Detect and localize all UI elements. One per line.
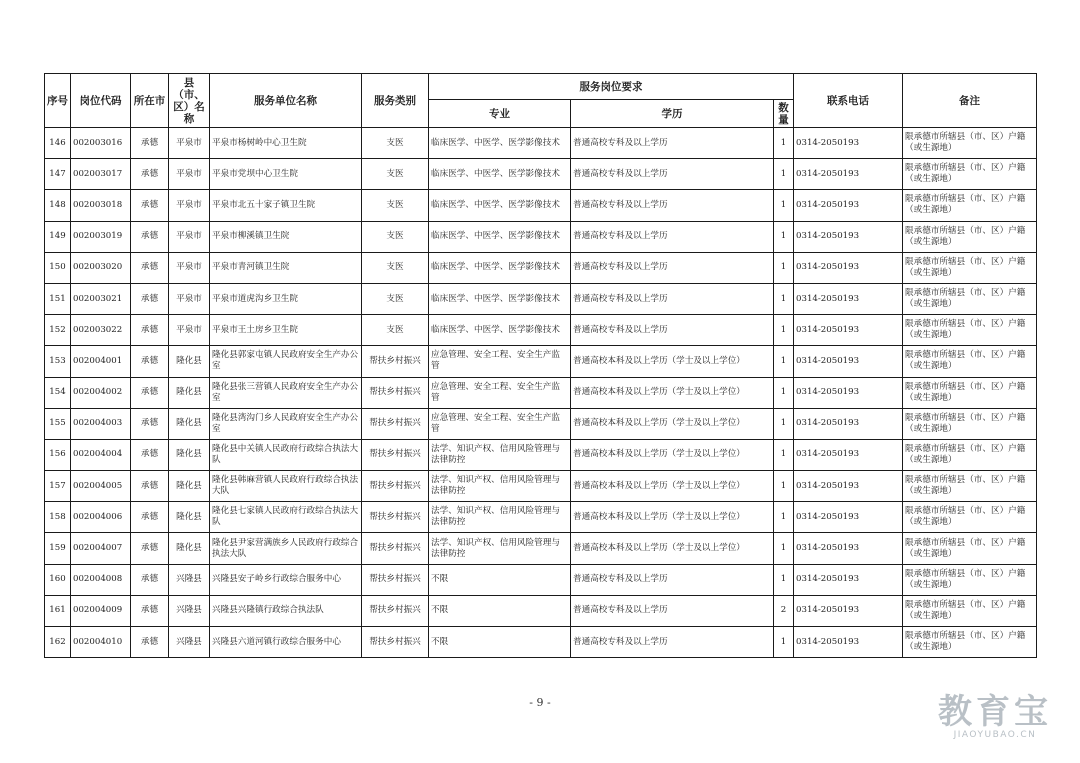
cell-major: 应急管理、安全工程、安全生产监管 [429,346,571,377]
cell-quantity: 1 [774,439,794,470]
cell-county: 平泉市 [169,252,210,283]
cell-quantity: 1 [774,377,794,408]
cell-quantity: 1 [774,159,794,190]
cell-unit: 平泉市道虎沟乡卫生院 [210,283,362,314]
cell-code: 002003019 [71,221,131,252]
cell-quantity: 1 [774,221,794,252]
cell-city: 承德 [131,595,169,626]
cell-remark: 限承德市所辖县（市、区）户籍（或生源地） [903,595,1037,626]
watermark-logo [938,694,1052,740]
cell-unit: 隆化县郭家屯镇人民政府安全生产办公室 [210,346,362,377]
cell-unit: 平泉市柳溪镇卫生院 [210,221,362,252]
header-education: 学历 [571,100,774,128]
cell-phone: 0314-2050193 [794,533,903,564]
cell-county: 平泉市 [169,283,210,314]
cell-education: 普通高校本科及以上学历（学士及以上学位） [571,439,774,470]
cell-seq: 147 [45,159,71,190]
cell-code: 002004003 [71,408,131,439]
table-row [45,190,1037,221]
cell-city: 承德 [131,346,169,377]
cell-seq: 159 [45,533,71,564]
cell-phone: 0314-2050193 [794,159,903,190]
cell-category: 帮扶乡村振兴 [362,377,429,408]
cell-education: 普通高校本科及以上学历（学士及以上学位） [571,502,774,533]
cell-city: 承德 [131,564,169,595]
cell-major: 应急管理、安全工程、安全生产监管 [429,408,571,439]
cell-city: 承德 [131,283,169,314]
table-row [45,564,1037,595]
cell-city: 承德 [131,377,169,408]
cell-unit: 兴隆县兴隆镇行政综合执法队 [210,595,362,626]
cell-category: 支医 [362,221,429,252]
cell-phone: 0314-2050193 [794,408,903,439]
cell-city: 承德 [131,533,169,564]
cell-county: 隆化县 [169,533,210,564]
header-unit: 服务单位名称 [210,74,362,128]
cell-education: 普通高校专科及以上学历 [571,315,774,346]
cell-county: 隆化县 [169,408,210,439]
cell-unit: 平泉市北五十家子镇卫生院 [210,190,362,221]
cell-code: 002003020 [71,252,131,283]
cell-education: 普通高校专科及以上学历 [571,221,774,252]
cell-phone: 0314-2050193 [794,377,903,408]
cell-unit: 兴隆县安子岭乡行政综合服务中心 [210,564,362,595]
cell-county: 隆化县 [169,471,210,502]
cell-remark: 限承德市所辖县（市、区）户籍（或生源地） [903,408,1037,439]
cell-major: 不限 [429,627,571,658]
cell-remark: 限承德市所辖县（市、区）户籍（或生源地） [903,533,1037,564]
table-row [45,221,1037,252]
cell-major: 法学、知识产权、信用风险管理与法律防控 [429,502,571,533]
cell-phone: 0314-2050193 [794,346,903,377]
table-row [45,408,1037,439]
cell-category: 帮扶乡村振兴 [362,627,429,658]
cell-seq: 150 [45,252,71,283]
cell-remark: 限承德市所辖县（市、区）户籍（或生源地） [903,128,1037,159]
cell-unit: 平泉市青河镇卫生院 [210,252,362,283]
header-quantity: 数量 [774,100,794,128]
table-row [45,346,1037,377]
cell-category: 帮扶乡村振兴 [362,595,429,626]
table-row [45,533,1037,564]
cell-education: 普通高校专科及以上学历 [571,564,774,595]
cell-phone: 0314-2050193 [794,627,903,658]
cell-code: 002004010 [71,627,131,658]
cell-county: 隆化县 [169,377,210,408]
cell-remark: 限承德市所辖县（市、区）户籍（或生源地） [903,471,1037,502]
cell-seq: 155 [45,408,71,439]
header-requirements: 服务岗位要求 [429,74,794,100]
cell-seq: 149 [45,221,71,252]
cell-major: 不限 [429,564,571,595]
table-row [45,283,1037,314]
cell-category: 支医 [362,159,429,190]
cell-phone: 0314-2050193 [794,190,903,221]
cell-category: 支医 [362,128,429,159]
cell-phone: 0314-2050193 [794,564,903,595]
header-county: 县（市、区）名称 [169,74,210,128]
header-remarks: 备注 [903,74,1037,128]
cell-quantity: 1 [774,471,794,502]
cell-major: 不限 [429,595,571,626]
cell-city: 承德 [131,471,169,502]
cell-remark: 限承德市所辖县（市、区）户籍（或生源地） [903,502,1037,533]
cell-education: 普通高校专科及以上学历 [571,190,774,221]
cell-remark: 限承德市所辖县（市、区）户籍（或生源地） [903,439,1037,470]
cell-education: 普通高校本科及以上学历（学士及以上学位） [571,533,774,564]
cell-phone: 0314-2050193 [794,252,903,283]
table-row [45,252,1037,283]
cell-code: 002004001 [71,346,131,377]
cell-education: 普通高校专科及以上学历 [571,595,774,626]
cell-phone: 0314-2050193 [794,439,903,470]
recruitment-table [44,73,1037,658]
cell-seq: 151 [45,283,71,314]
cell-education: 普通高校专科及以上学历 [571,627,774,658]
cell-quantity: 1 [774,252,794,283]
cell-quantity: 1 [774,564,794,595]
cell-unit: 隆化县韩麻营镇人民政府行政综合执法大队 [210,471,362,502]
cell-category: 支医 [362,315,429,346]
header-major: 专业 [429,100,571,128]
table-row [45,159,1037,190]
cell-code: 002004004 [71,439,131,470]
cell-unit: 隆化县中关镇人民政府行政综合执法大队 [210,439,362,470]
cell-county: 兴隆县 [169,564,210,595]
header-seq: 序号 [45,74,71,128]
cell-code: 002003017 [71,159,131,190]
cell-quantity: 1 [774,533,794,564]
cell-code: 002004005 [71,471,131,502]
table-row [45,439,1037,470]
cell-unit: 平泉市王土房乡卫生院 [210,315,362,346]
cell-county: 平泉市 [169,315,210,346]
page-number: - 9 - [529,696,551,709]
cell-seq: 160 [45,564,71,595]
cell-unit: 隆化县张三营镇人民政府安全生产办公室 [210,377,362,408]
watermark-cn: 教育宝 [938,692,1052,732]
cell-city: 承德 [131,221,169,252]
cell-remark: 限承德市所辖县（市、区）户籍（或生源地） [903,627,1037,658]
cell-category: 支医 [362,252,429,283]
cell-remark: 限承德市所辖县（市、区）户籍（或生源地） [903,315,1037,346]
cell-code: 002003018 [71,190,131,221]
cell-code: 002004002 [71,377,131,408]
cell-phone: 0314-2050193 [794,283,903,314]
cell-seq: 158 [45,502,71,533]
cell-county: 隆化县 [169,346,210,377]
table-row [45,128,1037,159]
cell-unit: 隆化县七家镇人民政府行政综合执法大队 [210,502,362,533]
cell-remark: 限承德市所辖县（市、区）户籍（或生源地） [903,252,1037,283]
cell-city: 承德 [131,408,169,439]
cell-category: 帮扶乡村振兴 [362,533,429,564]
cell-unit: 平泉市党坝中心卫生院 [210,159,362,190]
cell-major: 法学、知识产权、信用风险管理与法律防控 [429,471,571,502]
cell-city: 承德 [131,252,169,283]
cell-major: 法学、知识产权、信用风险管理与法律防控 [429,533,571,564]
cell-city: 承德 [131,502,169,533]
cell-city: 承德 [131,439,169,470]
cell-education: 普通高校本科及以上学历（学士及以上学位） [571,377,774,408]
cell-city: 承德 [131,159,169,190]
cell-remark: 限承德市所辖县（市、区）户籍（或生源地） [903,377,1037,408]
cell-seq: 157 [45,471,71,502]
cell-phone: 0314-2050193 [794,595,903,626]
cell-city: 承德 [131,190,169,221]
cell-category: 支医 [362,283,429,314]
cell-remark: 限承德市所辖县（市、区）户籍（或生源地） [903,221,1037,252]
cell-category: 帮扶乡村振兴 [362,408,429,439]
cell-remark: 限承德市所辖县（市、区）户籍（或生源地） [903,346,1037,377]
cell-seq: 162 [45,627,71,658]
cell-phone: 0314-2050193 [794,315,903,346]
cell-major: 临床医学、中医学、医学影像技术 [429,190,571,221]
table-row [45,471,1037,502]
cell-seq: 148 [45,190,71,221]
cell-remark: 限承德市所辖县（市、区）户籍（或生源地） [903,190,1037,221]
cell-seq: 156 [45,439,71,470]
cell-code: 002003021 [71,283,131,314]
cell-code: 002004007 [71,533,131,564]
cell-county: 隆化县 [169,502,210,533]
table-row [45,502,1037,533]
cell-unit: 兴隆县六道河镇行政综合服务中心 [210,627,362,658]
cell-county: 平泉市 [169,221,210,252]
cell-education: 普通高校专科及以上学历 [571,159,774,190]
cell-unit: 平泉市杨树岭中心卫生院 [210,128,362,159]
cell-county: 平泉市 [169,128,210,159]
cell-code: 002003022 [71,315,131,346]
cell-phone: 0314-2050193 [794,471,903,502]
cell-county: 兴隆县 [169,595,210,626]
cell-remark: 限承德市所辖县（市、区）户籍（或生源地） [903,564,1037,595]
header-category: 服务类别 [362,74,429,128]
cell-major: 应急管理、安全工程、安全生产监管 [429,377,571,408]
cell-phone: 0314-2050193 [794,221,903,252]
cell-seq: 154 [45,377,71,408]
cell-major: 临床医学、中医学、医学影像技术 [429,315,571,346]
cell-unit: 隆化县尹家营满族乡人民政府行政综合执法大队 [210,533,362,564]
cell-remark: 限承德市所辖县（市、区）户籍（或生源地） [903,159,1037,190]
cell-quantity: 1 [774,346,794,377]
cell-seq: 146 [45,128,71,159]
cell-quantity: 1 [774,502,794,533]
table-row [45,595,1037,626]
cell-quantity: 1 [774,627,794,658]
cell-education: 普通高校专科及以上学历 [571,128,774,159]
cell-category: 帮扶乡村振兴 [362,471,429,502]
cell-county: 隆化县 [169,439,210,470]
cell-quantity: 2 [774,595,794,626]
cell-quantity: 1 [774,128,794,159]
cell-unit: 隆化县湾沟门乡人民政府安全生产办公室 [210,408,362,439]
cell-major: 临床医学、中医学、医学影像技术 [429,221,571,252]
cell-code: 002004006 [71,502,131,533]
cell-quantity: 1 [774,408,794,439]
cell-city: 承德 [131,627,169,658]
cell-category: 帮扶乡村振兴 [362,502,429,533]
cell-city: 承德 [131,315,169,346]
cell-code: 002004008 [71,564,131,595]
header-code: 岗位代码 [71,74,131,128]
cell-education: 普通高校专科及以上学历 [571,252,774,283]
cell-phone: 0314-2050193 [794,502,903,533]
cell-county: 兴隆县 [169,627,210,658]
cell-seq: 152 [45,315,71,346]
table-row [45,377,1037,408]
cell-education: 普通高校本科及以上学历（学士及以上学位） [571,346,774,377]
cell-category: 帮扶乡村振兴 [362,346,429,377]
cell-county: 平泉市 [169,190,210,221]
cell-category: 帮扶乡村振兴 [362,564,429,595]
cell-phone: 0314-2050193 [794,128,903,159]
cell-quantity: 1 [774,283,794,314]
cell-quantity: 1 [774,190,794,221]
table-row [45,315,1037,346]
cell-major: 临床医学、中医学、医学影像技术 [429,283,571,314]
cell-seq: 153 [45,346,71,377]
cell-seq: 161 [45,595,71,626]
cell-city: 承德 [131,128,169,159]
cell-code: 002003016 [71,128,131,159]
cell-major: 临床医学、中医学、医学影像技术 [429,128,571,159]
cell-remark: 限承德市所辖县（市、区）户籍（或生源地） [903,283,1037,314]
cell-county: 平泉市 [169,159,210,190]
header-city: 所在市 [131,74,169,128]
cell-code: 002004009 [71,595,131,626]
cell-education: 普通高校本科及以上学历（学士及以上学位） [571,408,774,439]
cell-education: 普通高校专科及以上学历 [571,283,774,314]
cell-major: 临床医学、中医学、医学影像技术 [429,159,571,190]
cell-quantity: 1 [774,315,794,346]
cell-education: 普通高校本科及以上学历（学士及以上学位） [571,471,774,502]
watermark-en: JIAOYUBAO.CN [953,730,1037,740]
cell-category: 帮扶乡村振兴 [362,439,429,470]
cell-major: 临床医学、中医学、医学影像技术 [429,252,571,283]
header-phone: 联系电话 [794,74,903,128]
cell-category: 支医 [362,190,429,221]
cell-major: 法学、知识产权、信用风险管理与法律防控 [429,439,571,470]
table-row [45,627,1037,658]
